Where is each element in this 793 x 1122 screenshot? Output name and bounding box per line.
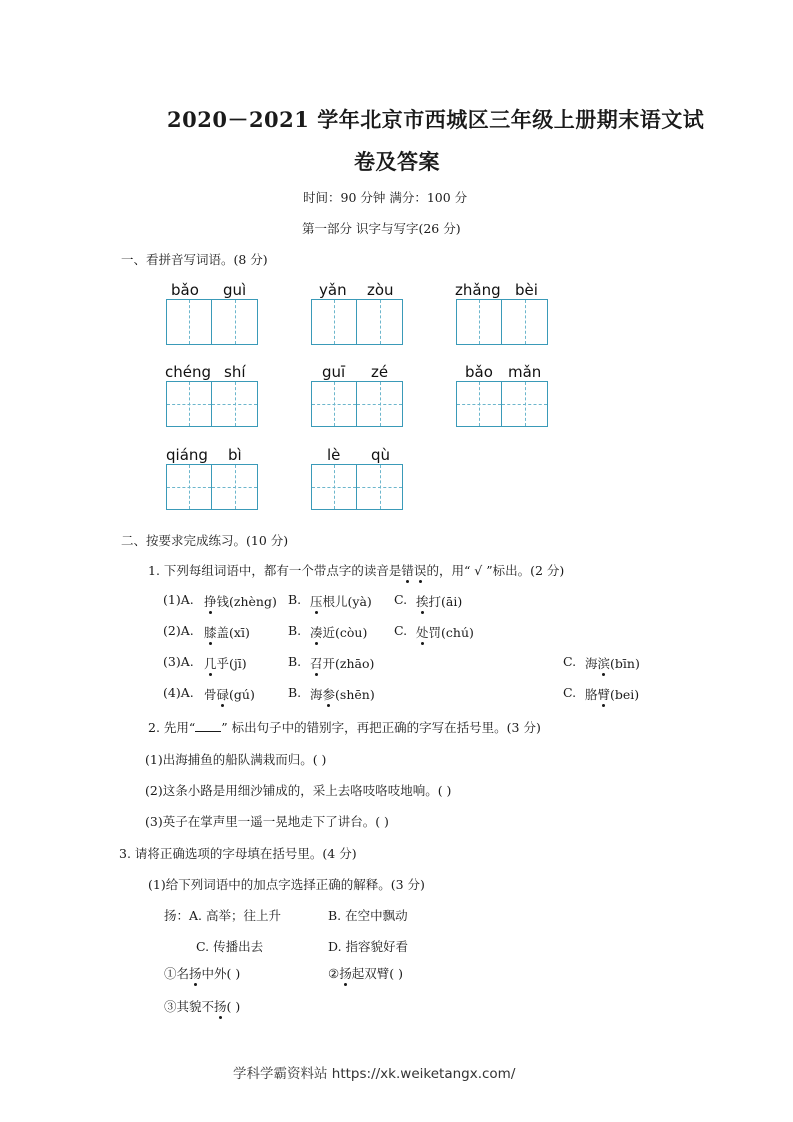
writing-grid[interactable] [311,464,403,510]
dotted-char: 挣 [204,594,217,609]
option-c-label: C. [563,654,577,669]
pinyin-syllable: zòu [367,281,394,299]
option-b[interactable] [310,685,375,703]
pinyin-syllable: guī [322,363,346,381]
dotted-char: 膝 [204,625,217,640]
dotted-char: 参 [322,687,336,702]
section-1-heading: 一、看拼音写词语。(8 分) [121,252,268,267]
option-b[interactable] [310,654,374,672]
dotted-char: 误 [413,563,427,578]
item-text: ② [328,966,340,981]
option-row-label: (3)A. [163,654,194,669]
item-text: ①名 [164,966,190,981]
option-c[interactable] [416,623,474,641]
item-text: 中外( ) [201,966,241,981]
dotted-char: 碌 [216,687,230,702]
writing-grid[interactable] [166,299,258,345]
q2-item[interactable]: (1)出海捕鱼的船队满栽而归。( ) [145,752,327,767]
option-text: (bei) [610,687,640,702]
footer-watermark: 学科学霸资料站 https://xk.weiketangx.com/ [233,1066,516,1082]
pinyin-syllable: zhǎng [455,281,501,299]
dotted-char: 处 [416,625,429,640]
option-text: 开(zhāo) [322,656,375,671]
dotted-char: 扬 [214,999,227,1014]
option-text: 胳 [585,687,598,702]
dotted-char: 召 [310,656,323,671]
dotted-char: 压 [310,594,323,609]
option-text: 钱(zhèng) [216,594,277,609]
pinyin-syllable: zé [371,363,389,381]
pinyin-syllable: bì [228,446,242,464]
item-text: 起双臂( ) [351,966,403,981]
dotted-char: 扬 [189,966,202,981]
dotted-char: 挨 [416,594,429,609]
q1-text-pre: 1. 下列每组词语中，都有一个带点字的读音是 [148,563,402,578]
exam-meta: 时间：90 分钟 满分：100 分 [303,190,468,205]
option-text: 近(còu) [322,625,368,640]
option-row-label: (1)A. [163,592,194,607]
option-row-label: (4)A. [163,685,194,700]
q1-text-post: 的，用“ √ ”标出。(2 分) [426,563,565,578]
option-c[interactable] [416,592,462,610]
section-2-heading: 二、按要求完成练习。(10 分) [121,533,289,548]
yang-definition-c: C. 传播出去 [196,939,264,954]
dotted-char: 扬 [339,966,352,981]
item-text: ③其貌不 [164,999,215,1014]
option-a[interactable] [204,592,277,610]
option-b[interactable] [310,623,367,641]
option-b-label: B. [288,623,302,638]
item-text: ( ) [226,999,241,1014]
q2-item[interactable]: (3)英子在掌声里一遥一晃地走下了讲台。( ) [145,814,389,829]
option-text: (bīn) [610,656,640,671]
pinyin-syllable: bǎo [171,281,199,299]
writing-grid[interactable] [311,381,403,427]
question-3: 3. 请将正确选项的字母填在括号里。(4 分) [119,846,357,861]
writing-grid[interactable] [166,381,258,427]
yang-definition-a: 扬：A. 高举；往上升 [164,908,281,923]
dotted-char: 凑 [310,625,323,640]
option-a[interactable] [204,654,247,672]
option-text: 根儿(yà) [322,594,372,609]
part-heading: 第一部分 识字与写字(26 分) [302,221,461,236]
option-c-label: C. [563,685,577,700]
option-text: 打(āi) [428,594,463,609]
dotted-char: 滨 [597,656,611,671]
q2-text-post: ” 标出句子中的错别字，再把正确的字写在括号里。(3 分) [221,720,541,735]
dotted-char: 臂 [597,687,611,702]
yang-item[interactable] [328,964,403,982]
pinyin-syllable: yǎn [319,281,347,299]
option-b[interactable] [310,592,372,610]
dotted-char: 几 [204,656,217,671]
option-text: (shēn) [335,687,375,702]
pinyin-syllable: bèi [515,281,538,299]
option-c-label: C. [394,592,408,607]
option-text: 乎(jī) [216,656,247,671]
option-c[interactable] [585,685,639,703]
dotted-char: 错 [401,563,414,578]
pinyin-syllable: qiáng [166,446,208,464]
writing-grid[interactable] [166,464,258,510]
option-b-label: B. [288,685,302,700]
option-text: (gú) [229,687,255,702]
option-text: 罚(chú) [428,625,474,640]
option-text: 盖(xī) [216,625,250,640]
pinyin-syllable: qù [371,446,391,464]
option-text: 骨 [204,687,217,702]
q2-text-pre: 2. 先用“ [148,720,196,735]
option-a[interactable] [204,623,250,641]
question-1 [148,561,564,579]
option-b-label: B. [288,654,302,669]
yang-item[interactable] [164,964,240,982]
option-row-label: (2)A. [163,623,194,638]
writing-grid[interactable] [456,299,548,345]
option-text: 海 [310,687,323,702]
underline-sample [195,719,221,732]
pinyin-syllable: shí [224,363,246,381]
writing-grid[interactable] [311,299,403,345]
question-3-sub: (1)给下列词语中的加点字选择正确的解释。(3 分) [148,877,425,892]
option-b-label: B. [288,592,302,607]
yang-item[interactable] [164,997,240,1015]
pinyin-syllable: bǎo [465,363,493,381]
option-c-label: C. [394,623,408,638]
option-text: 海 [585,656,598,671]
option-a[interactable] [204,685,255,703]
yang-definition-d: D. 指容貌好看 [328,939,409,954]
writing-grid[interactable] [456,381,548,427]
pinyin-syllable: mǎn [508,363,542,381]
option-c[interactable] [585,654,640,672]
doc-title-line1: 2020－2021 学年北京市西城区三年级上册期末语文试 [167,107,705,132]
pinyin-syllable: guì [223,281,247,299]
q2-item[interactable]: (2)这条小路是用细沙铺成的，采上去咯吱咯吱地响。( ) [145,783,452,798]
pinyin-syllable: chéng [165,363,212,381]
question-2 [148,718,541,736]
pinyin-syllable: lè [327,446,341,464]
doc-title-line2: 卷及答案 [354,149,440,174]
yang-definition-b: B. 在空中飘动 [328,908,408,923]
